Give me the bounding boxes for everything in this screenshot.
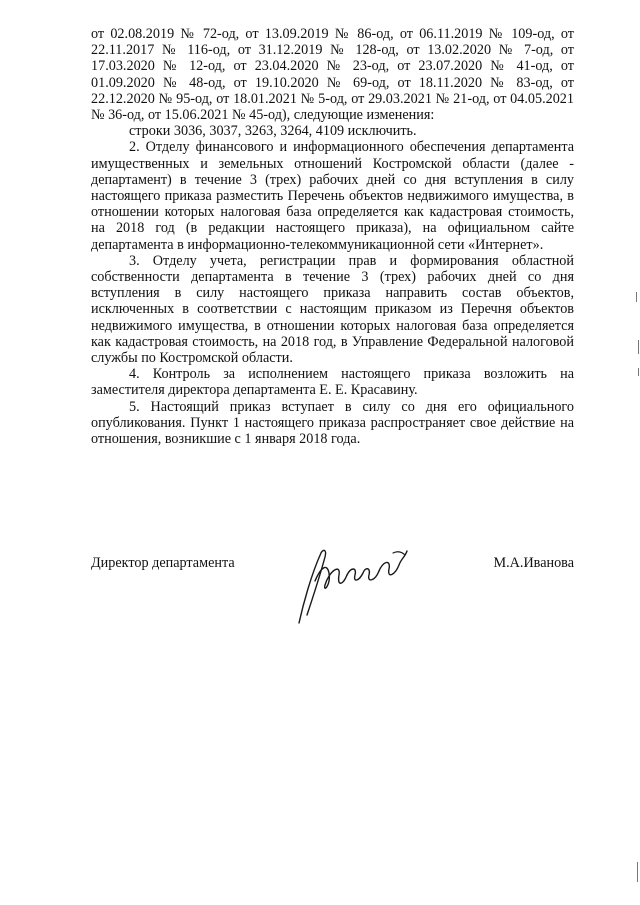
paragraph-1-amendments: от 02.08.2019 № 72-од, от 13.09.2019 № 86-од, от 06.11.2019 № 109-од, от 22.11.2017 № 116-од, от 31.12.2019 № 128-од, от 13.02.2020 № 7-од, от 17.03.2020 № 12-од, от 23.04.2020 № 23-од, от 23.07.2020 № 41-од, от 01.09.2020 № 48-од, от 19.10.2020 № 69-од, от 18.11.2020 № 83-од, от 22.12.2020 № 95-од, от 18.01.2021 № 5-од, от 29.03.2021 № 21-од, от 04.05.2021 № 36-од, от 15.06.2021 № 45-од), следующие изменения: [91, 26, 574, 124]
paragraph-4: 4. Контроль за исполнением настоящего приказа возложить на заместителя директора департамента Е. Е. Красавину. [91, 366, 574, 399]
signer-title: Директор департамента [91, 555, 235, 571]
handwritten-signature [281, 545, 421, 625]
scan-edge-mark [636, 292, 637, 302]
paragraph-3: 3. Отделу учета, регистрации прав и формирования областной собственности департамента в течение 3 (трех) рабочих дней со дня вступления в силу настоящего приказа направить состав объектов, исключенных в соответствии с настоящим приказом из Перечня объектов недвижимого имущества, в отношении которых налоговая база определяется как кадастровая стоимость, на 2018 год, в Управление Федеральной налоговой службы по Костромской области. [91, 252, 574, 367]
scan-edge-mark [638, 340, 639, 354]
scan-edge-mark [638, 368, 639, 376]
paragraph-2: 2. Отделу финансового и информационного обеспечения департамента имущественных и земельных отношений Костромской области (далее - департамент) в течение 3 (трех) рабочих дней со дня вступления в силу настоящего приказа разместить Перечень объектов недвижимого имущества, в отношении которых налоговая база определяется как кадастровая стоимость, на 2018 год (в редакции настоящего приказа), на официальном сайте департамента в информационно-телекоммуникационной сети «Интернет». [91, 139, 574, 253]
paragraph-5: 5. Настоящий приказ вступает в силу со дня его официального опубликования. Пункт 1 настоящего приказа распространяет свое действие на отношения, возникшие с 1 января 2018 года. [91, 398, 574, 448]
scan-edge-mark [637, 862, 638, 882]
signer-name: М.А.Иванова [493, 555, 574, 571]
signature-block [91, 555, 574, 635]
document-body [91, 26, 574, 447]
paragraph-1-exclude-rows: строки 3036, 3037, 3263, 3264, 4109 исключить. [129, 123, 417, 140]
